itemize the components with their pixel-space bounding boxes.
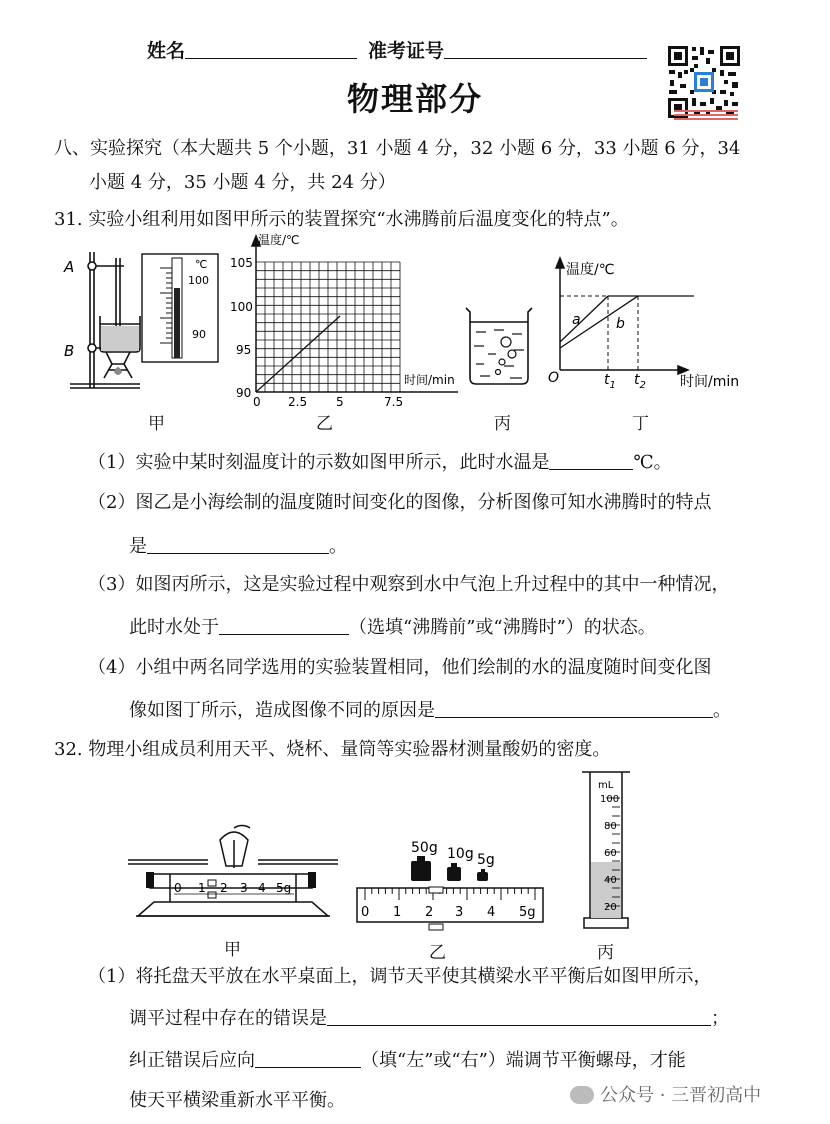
q32-part1-direction-blank[interactable] <box>255 1047 361 1068</box>
q32-fig-bing-cylinder <box>580 766 636 934</box>
jia-scale-4: 4 <box>258 881 266 895</box>
cylinder-mark-40: 40 <box>604 875 617 886</box>
jia-scale-1: 1 <box>198 881 206 895</box>
ding-line-b-label: b <box>616 316 625 332</box>
q31-fig-ding-chart <box>544 252 749 392</box>
cylinder-unit-label: mL <box>598 780 614 791</box>
q31-part2-line2: 是 。 <box>129 533 347 560</box>
q31-part3-line2: 此时水处于 （选填“沸腾前”或“沸腾时”）的状态。 <box>129 614 656 641</box>
yi-scale-4: 4 <box>487 905 496 920</box>
weight-10g-label: 10g <box>447 846 474 862</box>
yi-xlabel: 时间/min <box>404 373 455 387</box>
therm-unit-label: ℃ <box>195 258 208 271</box>
q31-part2-answer-blank[interactable] <box>147 533 329 554</box>
name-label: 姓名 <box>147 40 186 62</box>
q31-part1-answer-blank[interactable] <box>549 449 633 470</box>
q31-fig-ding-label: 丁 <box>632 414 649 434</box>
q31-part2-line1: （2）图乙是小海绘制的温度随时间变化的图像，分析图像可知水沸腾时的特点 <box>88 492 712 513</box>
jia-scale-2: 2 <box>220 881 228 895</box>
yi-ytick-95: 95 <box>236 343 252 357</box>
name-field[interactable] <box>185 38 357 59</box>
cylinder-mark-60: 60 <box>604 848 617 859</box>
q31-fig-bing-label: 丙 <box>494 414 511 434</box>
q32-fig-jia-label: 甲 <box>224 940 241 960</box>
ding-xlabel: 时间/min <box>680 374 740 390</box>
wechat-icon <box>570 1086 594 1104</box>
q31-fig-yi-chart <box>226 232 466 410</box>
q31-part3-line1: （3）如图丙所示，这是实验过程中观察到水中气泡上升过程中的其中一种情况， <box>88 574 730 595</box>
section-heading-line2: 小题 4 分，35 小题 4 分，共 24 分） <box>89 172 396 193</box>
exam-id-field[interactable] <box>444 38 647 59</box>
exam-id-row <box>368 38 647 64</box>
cylinder-mark-80: 80 <box>604 821 617 832</box>
jia-scale-5g: 5g <box>276 881 292 895</box>
yi-scale-3: 3 <box>455 905 464 920</box>
q31-part4-line1: （4）小组中两名同学选用的实验装置相同，他们绘制的水的温度随时间变化图 <box>88 657 712 678</box>
yi-xtick-7-5: 7.5 <box>384 395 404 409</box>
point-b-label: B <box>64 342 75 360</box>
therm-100-label: 100 <box>188 274 209 287</box>
q31-stem: 31. 实验小组利用如图甲所示的装置探究“水沸腾前后温度变化的特点”。 <box>54 209 629 230</box>
q31-fig-jia-apparatus <box>60 248 230 398</box>
yi-scale-2: 2 <box>425 905 434 920</box>
jia-scale-3: 3 <box>240 881 248 895</box>
q32-part1-line1: （1）将托盘天平放在水平桌面上，调节天平使其横梁水平平衡后如图甲所示， <box>88 966 712 987</box>
yi-xtick-5: 5 <box>336 395 344 409</box>
name-row <box>147 38 357 64</box>
jia-scale-0: 0 <box>174 881 182 895</box>
q31-fig-jia-label: 甲 <box>148 414 165 434</box>
q32-stem: 32. 物理小组成员利用天平、烧杯、量筒等实验器材测量酸奶的密度。 <box>54 739 611 760</box>
section-heading-line1: 八、实验探究（本大题共 5 个小题，31 小题 4 分，32 小题 6 分，33 小题 6 分，34 <box>54 138 741 159</box>
q31-part4-answer-blank[interactable] <box>435 697 713 718</box>
therm-90-label: 90 <box>192 328 206 341</box>
q32-part1-answer-blank[interactable] <box>327 1005 711 1026</box>
ding-t1-label: $t_1$ <box>604 372 616 391</box>
ding-ylabel: 温度/℃ <box>566 262 615 278</box>
yi-ytick-100: 100 <box>230 300 253 314</box>
cylinder-mark-100: 100 <box>600 794 620 805</box>
point-a-label: A <box>64 258 75 276</box>
page-title: 物理部分 <box>346 80 483 118</box>
q32-fig-bing-label: 丙 <box>597 943 614 963</box>
watermark: 公众号 · 三晋初高中 <box>570 1081 761 1107</box>
q32-fig-yi-weights <box>355 836 547 940</box>
yi-xtick-2-5: 2.5 <box>288 395 308 409</box>
ding-line-a-label: a <box>572 312 581 328</box>
q31-fig-bing-beaker <box>460 300 540 388</box>
q31-fig-yi-label: 乙 <box>316 414 333 434</box>
q31-part1: （1）实验中某时刻温度计的示数如图甲所示，此时水温是 ℃。 <box>88 449 672 476</box>
q32-part1-line4: 使天平横梁重新水平平衡。 <box>129 1090 345 1111</box>
ding-origin-label: O <box>548 370 560 386</box>
qr-caption-marks <box>674 108 738 120</box>
q32-fig-jia-balance <box>124 820 342 930</box>
q32-part1-line3: 纠正错误后应向 （填“左”或“右”）端调节平衡螺母，才能 <box>129 1047 686 1074</box>
yi-scale-5g: 5g <box>519 905 536 920</box>
weight-5g-label: 5g <box>477 852 495 868</box>
q31-part4-line2: 像如图丁所示，造成图像不同的原因是 。 <box>129 697 731 724</box>
ding-t2-label: $t_2$ <box>634 372 646 391</box>
cylinder-mark-20: 20 <box>604 902 617 913</box>
weight-50g-label: 50g <box>411 840 438 856</box>
exam-id-label: 准考证号 <box>368 40 445 62</box>
yi-scale-0: 0 <box>361 905 370 920</box>
yi-ytick-90: 90 <box>236 386 252 400</box>
yi-xtick-0: 0 <box>253 395 261 409</box>
q32-part1-line2: 调平过程中存在的错误是 ； <box>129 1005 729 1032</box>
yi-ytick-105: 105 <box>230 256 253 270</box>
yi-scale-1: 1 <box>393 905 402 920</box>
yi-ylabel: 温度/℃ <box>258 233 300 247</box>
q31-part3-answer-blank[interactable] <box>219 614 349 635</box>
q32-fig-yi-label: 乙 <box>429 943 446 963</box>
